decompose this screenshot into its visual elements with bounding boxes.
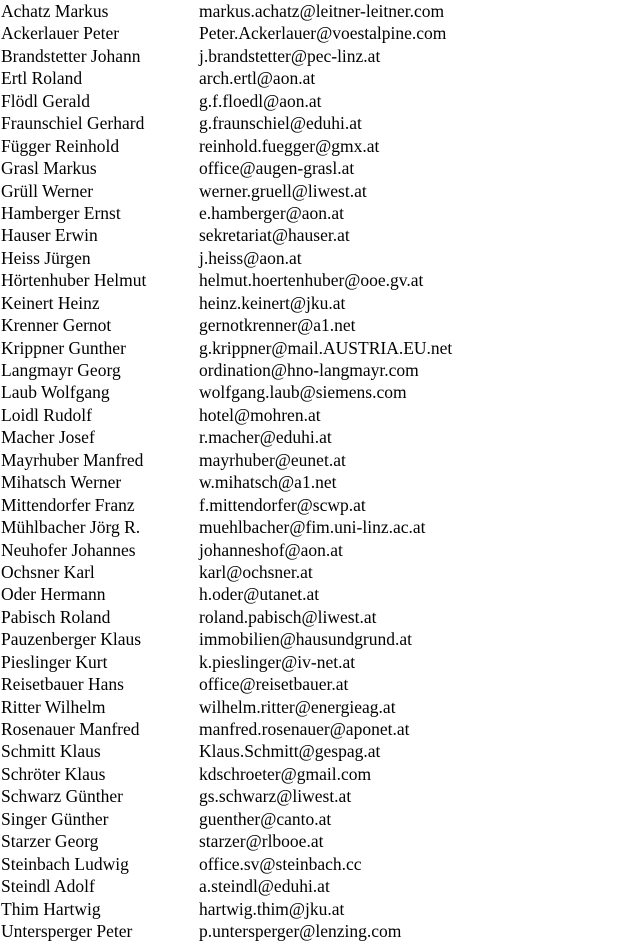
- contact-email: e.hamberger@aon.at: [199, 202, 345, 223]
- contact-email: office.sv@steinbach.cc: [199, 853, 362, 874]
- contact-name: Fraunschiel Gerhard: [1, 113, 145, 134]
- contact-name: Hörtenhuber Helmut: [1, 270, 147, 291]
- contact-name: Schmitt Klaus: [1, 741, 101, 762]
- contact-email: helmut.hoertenhuber@ooe.gv.at: [199, 270, 424, 291]
- contact-row: [0, 516, 640, 538]
- contact-email: arch.ertl@aon.at: [199, 68, 316, 89]
- contact-email: wolfgang.laub@siemens.com: [199, 382, 407, 403]
- contact-name: Starzer Georg: [1, 831, 99, 852]
- contact-row: [0, 426, 640, 448]
- contact-name: Laub Wolfgang: [1, 382, 110, 403]
- contact-row: [0, 404, 640, 426]
- contact-row: [0, 718, 640, 740]
- contact-name: Ritter Wilhelm: [1, 696, 106, 717]
- contact-row: [0, 45, 640, 67]
- contact-row: [0, 112, 640, 134]
- contact-name: Pauzenberger Klaus: [1, 629, 142, 650]
- contact-name: Ackerlauer Peter: [1, 23, 120, 44]
- contact-name: Függer Reinhold: [1, 135, 120, 156]
- contact-name: Singer Günther: [1, 808, 109, 829]
- contact-email: kdschroeter@gmail.com: [199, 763, 372, 784]
- contact-name: Rosenauer Manfred: [1, 719, 140, 739]
- contact-email: hartwig.thim@jku.at: [199, 898, 345, 919]
- contact-row: [0, 22, 640, 44]
- contact-row: [0, 898, 640, 920]
- contact-name: Pabisch Roland: [1, 606, 111, 627]
- contact-row: [0, 763, 640, 785]
- contact-email: johanneshof@aon.at: [199, 539, 343, 560]
- contact-email: werner.gruell@liwest.at: [199, 180, 367, 201]
- contact-row: [0, 359, 640, 381]
- contact-row: [0, 449, 640, 471]
- contact-row: [0, 224, 640, 246]
- contact-name: Flödl Gerald: [1, 90, 90, 111]
- contact-name: Mihatsch Werner: [1, 472, 122, 493]
- contact-email: g.krippner@mail.AUSTRIA.EU.net: [199, 337, 453, 358]
- contact-name: Steindl Adolf: [1, 876, 95, 897]
- contact-email: office@augen-grasl.at: [199, 158, 355, 179]
- contact-email: heinz.keinert@jku.at: [199, 292, 346, 313]
- contact-row: [0, 606, 640, 628]
- contact-email: roland.pabisch@liwest.at: [199, 606, 377, 627]
- contact-row: [0, 785, 640, 807]
- contact-email: reinhold.fuegger@gmx.at: [199, 135, 380, 156]
- contact-email: immobilien@hausundgrund.at: [199, 629, 412, 650]
- contact-name: Schröter Klaus: [1, 763, 106, 784]
- contact-row: [0, 471, 640, 493]
- contact-row: [0, 673, 640, 695]
- contact-email: gernotkrenner@a1.net: [199, 315, 356, 336]
- contact-email: muehlbacher@fim.uni-linz.ac.at: [199, 517, 426, 538]
- contact-name: Grüll Werner: [1, 180, 94, 201]
- contact-row: [0, 292, 640, 314]
- contact-row: [0, 651, 640, 673]
- contact-name: Hamberger Ernst: [1, 202, 121, 223]
- contact-row: [0, 853, 640, 875]
- contact-email: j.brandstetter@pec-linz.at: [199, 45, 381, 66]
- contact-email: ordination@hno-langmayr.com: [199, 360, 419, 380]
- contact-row: [0, 314, 640, 336]
- contact-email: gs.schwarz@liwest.at: [199, 786, 352, 807]
- contact-email: r.macher@eduhi.at: [199, 427, 332, 448]
- contact-email: starzer@rlbooe.at: [199, 831, 324, 852]
- contact-name: Macher Josef: [1, 427, 95, 448]
- contact-name: Keinert Heinz: [1, 292, 100, 313]
- contact-name: Pieslinger Kurt: [1, 651, 108, 672]
- contact-email: g.f.floedl@aon.at: [199, 90, 322, 111]
- contact-row: [0, 494, 640, 516]
- contact-name: Achatz Markus: [1, 1, 109, 21]
- contact-email: k.pieslinger@iv-net.at: [199, 651, 356, 672]
- contact-name: Reisetbauer Hans: [1, 674, 124, 695]
- contact-email: markus.achatz@leitner-leitner.com: [199, 1, 445, 21]
- contact-row: [0, 740, 640, 762]
- contact-email: h.oder@utanet.at: [199, 584, 320, 605]
- contact-row: [0, 202, 640, 224]
- contact-name: Untersperger Peter: [1, 920, 133, 941]
- contact-email: f.mittendorfer@scwp.at: [199, 494, 366, 515]
- contact-row: [0, 830, 640, 852]
- contact-email: hotel@mohren.at: [199, 404, 321, 425]
- contact-name: Ertl Roland: [1, 68, 83, 89]
- contact-email: mayrhuber@eunet.at: [199, 449, 346, 470]
- contact-row: [0, 180, 640, 202]
- contact-name: Mittendorfer Franz: [1, 494, 135, 515]
- contact-row: [0, 628, 640, 650]
- contact-row: [0, 696, 640, 718]
- contact-email: w.mihatsch@a1.net: [199, 472, 337, 493]
- contact-row: [0, 561, 640, 583]
- contact-email: office@reisetbauer.at: [199, 674, 349, 695]
- contact-row: [0, 0, 640, 22]
- contact-name: Krippner Gunther: [1, 337, 126, 358]
- contact-name: Mayrhuber Manfred: [1, 449, 144, 470]
- contact-email: a.steindl@eduhi.at: [199, 876, 330, 897]
- contact-row: [0, 920, 640, 942]
- contact-name: Ochsner Karl: [1, 561, 95, 582]
- contact-name: Brandstetter Johann: [1, 45, 141, 66]
- contact-email: g.fraunschiel@eduhi.at: [199, 113, 362, 134]
- contact-email: p.untersperger@lenzing.com: [199, 920, 402, 941]
- contact-name: Heiss Jürgen: [1, 247, 91, 268]
- contact-email: j.heiss@aon.at: [199, 247, 302, 268]
- contact-row: [0, 90, 640, 112]
- contact-name: Mühlbacher Jörg R.: [1, 517, 141, 538]
- contact-row: [0, 381, 640, 403]
- contact-name: Grasl Markus: [1, 158, 97, 179]
- contact-row: [0, 539, 640, 561]
- contact-email: manfred.rosenauer@aponet.at: [199, 719, 410, 739]
- contact-name: Oder Hermann: [1, 584, 106, 605]
- contact-row: [0, 67, 640, 89]
- contact-name: Krenner Gernot: [1, 315, 112, 336]
- contact-name: Hauser Erwin: [1, 225, 98, 246]
- contact-email: wilhelm.ritter@energieag.at: [199, 696, 396, 717]
- contact-name: Langmayr Georg: [1, 360, 121, 380]
- contact-name: Steinbach Ludwig: [1, 853, 129, 874]
- contact-row: [0, 135, 640, 157]
- contact-row: [0, 583, 640, 605]
- contact-row: [0, 337, 640, 359]
- contact-email: Peter.Ackerlauer@voestalpine.com: [199, 23, 447, 44]
- contact-name: Thim Hartwig: [1, 898, 101, 919]
- contact-name: Neuhofer Johannes: [1, 539, 136, 560]
- contact-row: [0, 269, 640, 291]
- contact-row: [0, 247, 640, 269]
- contact-row: [0, 808, 640, 830]
- contact-name: Loidl Rudolf: [1, 404, 92, 425]
- contact-email: karl@ochsner.at: [199, 561, 313, 582]
- contact-email: Klaus.Schmitt@gespag.at: [199, 741, 381, 762]
- contact-row: [0, 875, 640, 897]
- contact-email: guenther@canto.at: [199, 808, 332, 829]
- contact-email: sekretariat@hauser.at: [199, 225, 350, 246]
- contact-name: Schwarz Günther: [1, 786, 123, 807]
- contact-row: [0, 157, 640, 179]
